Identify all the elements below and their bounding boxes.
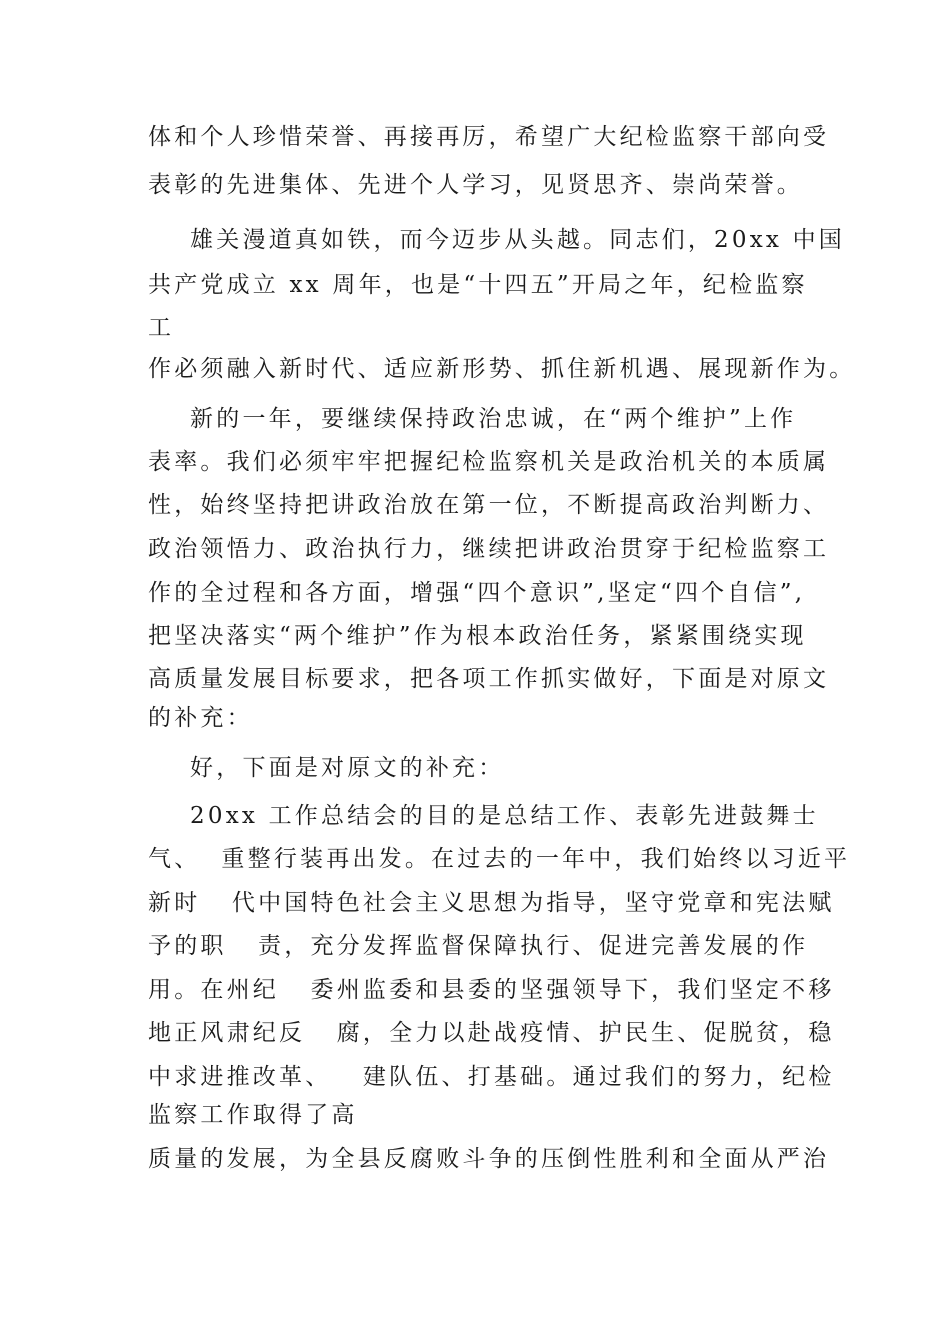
text-line: 体和个人珍惜荣誉、再接再厉，希望广大纪检监察干部向受 (148, 124, 830, 150)
text-line: 20xx 工作总结会的目的是总结工作、表彰先进鼓舞士 (148, 803, 819, 829)
text-line: 新的一年，要继续保持政治忠诚，在“两个维护”上作 (148, 406, 797, 432)
text-line: 共产党成立 xx 周年，也是“十四五”开局之年，纪检监察 (148, 272, 808, 298)
text-line: 表彰的先进集体、先进个人学习，见贤思齐、崇尚荣誉。 (148, 172, 803, 198)
text-line: 气、 重整行装再出发。在过去的一年中，我们始终以习近平 (148, 846, 851, 872)
text-line: 表率。我们必须牢牢把握纪检监察机关是政治机关的本质属 (148, 449, 830, 475)
text-line: 的补充： (148, 705, 253, 731)
text-line: 监察工作取得了高 (148, 1102, 358, 1128)
text-line: 作的全过程和各方面，增强“四个意识”,坚定“四个自信”, (148, 580, 806, 606)
text-line: 作必须融入新时代、适应新形势、抓住新机遇、展现新作为。 (148, 356, 856, 382)
text-line: 予的职 责，充分发挥监督保障执行、促进完善发展的作 (148, 933, 809, 959)
text-line: 好，下面是对原文的补充： (148, 755, 505, 781)
text-line: 工 (148, 315, 175, 341)
text-line: 地正风肃纪反 腐，全力以赴战疫情、护民生、促脱贫，稳 (148, 1020, 835, 1046)
text-line: 性，始终坚持把讲政治放在第一位，不断提高政治判断力、 (148, 492, 830, 518)
text-line: 高质量发展目标要求，把各项工作抓实做好，下面是对原文 (148, 666, 830, 692)
text-line: 雄关漫道真如铁，而今迈步从头越。同志们，20xx 中国 (148, 227, 845, 253)
text-line: 新时 代中国特色社会主义思想为指导，坚守党章和宪法赋 (148, 890, 835, 916)
text-line: 质量的发展，为全县反腐败斗争的压倒性胜利和全面从严治 (148, 1146, 830, 1172)
text-line: 用。在州纪 委州监委和县委的坚强领导下，我们坚定不移 (148, 977, 835, 1003)
text-line: 把坚决落实“两个维护”作为根本政治任务，紧紧围绕实现 (148, 623, 807, 649)
text-line: 政治领悟力、政治执行力，继续把讲政治贯穿于纪检监察工 (148, 536, 830, 562)
text-line: 中求进推改革、 建队伍、打基础。通过我们的努力，纪检 (148, 1064, 835, 1090)
